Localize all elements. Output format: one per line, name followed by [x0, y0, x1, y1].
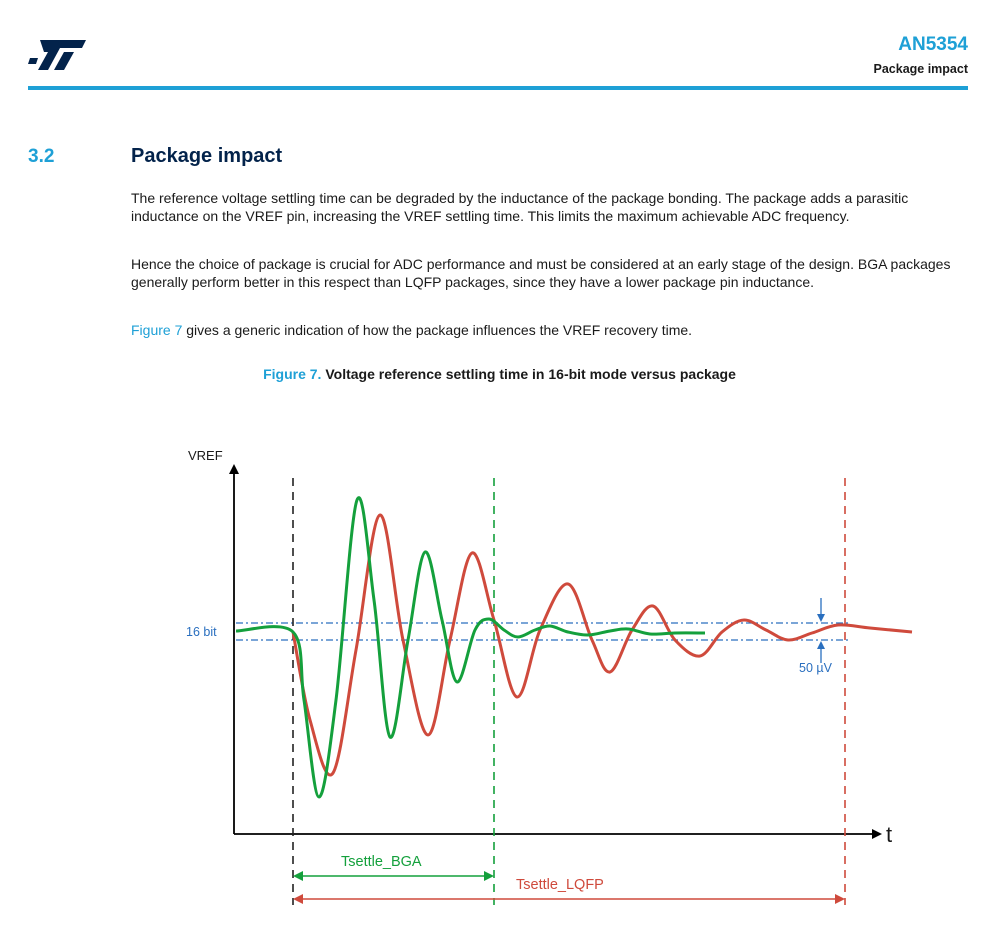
- figure-title: Voltage reference settling time in 16-bit mode versus package: [321, 366, 736, 382]
- band-label: 50 µV: [799, 661, 832, 675]
- document-section-name: Package impact: [873, 62, 968, 76]
- bga-settling-label: Tsettle_BGA: [341, 854, 422, 870]
- x-axis-label: t: [886, 822, 893, 847]
- bga-waveform: [236, 498, 705, 797]
- figure-number: Figure 7.: [263, 366, 322, 382]
- y-axis-label: VREF: [188, 448, 223, 463]
- lqfp-waveform: [293, 515, 912, 775]
- paragraph-2: Hence the choice of package is crucial for ADC performance and must be considered at an early stage of the design. BGA packages generally perform better in this respect than LQFP packages, since they have a lower package pin inductance.: [131, 256, 951, 290]
- paragraph-3-text: gives a generic indication of how the package influences the VREF recovery time.: [182, 322, 693, 338]
- section-title: Package impact: [131, 145, 283, 167]
- lqfp-settling-label: Tsettle_LQFP: [516, 877, 604, 893]
- section-number: 3.2: [28, 146, 55, 167]
- document-id: AN5354: [898, 34, 968, 55]
- paragraph-1: The reference voltage settling time can be degraded by the inductance of the package bonding. The package adds a parasitic inductance on the VREF pin, increasing the VREF settling time. This limits the maximum achievable ADC frequency.: [131, 190, 909, 224]
- level-label: 16 bit: [186, 625, 217, 639]
- figure-7-link[interactable]: Figure 7: [131, 322, 183, 338]
